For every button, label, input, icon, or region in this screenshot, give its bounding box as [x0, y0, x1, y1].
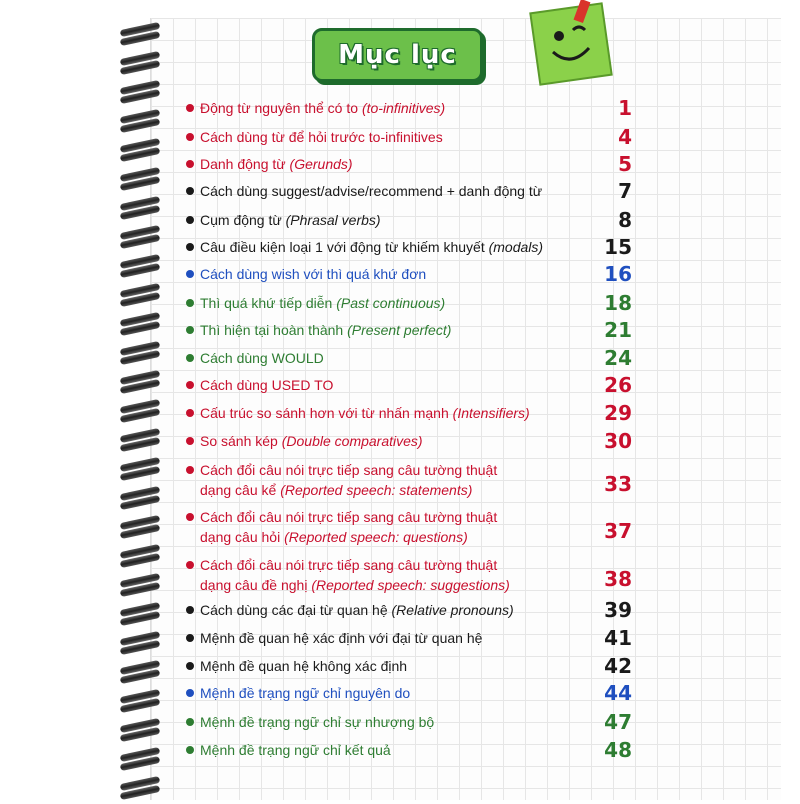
toc-item-text: Cụm động từ	[200, 212, 282, 228]
toc-item-note: (Gerunds)	[289, 156, 353, 172]
smiley-sticker-icon	[525, 0, 655, 100]
toc-item-label	[200, 181, 542, 201]
bullet-icon	[186, 466, 194, 474]
toc-item-label	[200, 431, 423, 451]
toc-item-text: Cách dùng USED TO	[200, 377, 334, 393]
toc-item[interactable]	[186, 600, 646, 620]
toc-item-label	[200, 210, 381, 230]
toc-item[interactable]	[186, 181, 646, 201]
toc-item[interactable]	[186, 210, 646, 230]
toc-item-label	[200, 264, 426, 284]
toc-item-note: (Relative pronouns)	[391, 602, 514, 618]
toc-item-label	[200, 712, 434, 732]
spiral-ring	[118, 426, 162, 456]
toc-item-text: Mệnh đề trạng ngữ chỉ kết quả	[200, 742, 391, 758]
toc-item-text: Mệnh đề trạng ngữ chỉ sự nhượng bộ	[200, 714, 435, 730]
toc-item[interactable]	[186, 656, 646, 676]
spiral-ring	[118, 281, 162, 311]
toc-page-number: 30	[604, 429, 632, 453]
toc-item-text: Động từ nguyên thể có to	[200, 100, 359, 116]
bullet-icon	[186, 718, 194, 726]
toc-page-number: 5	[618, 152, 632, 176]
toc-item-label	[200, 656, 407, 676]
bullet-icon	[186, 409, 194, 417]
spiral-ring	[118, 194, 162, 224]
spiral-binding	[118, 0, 162, 800]
toc-page-number: 44	[604, 681, 632, 705]
toc-item-label	[200, 98, 445, 118]
toc-item-label	[200, 507, 497, 547]
toc-item-note: (Phrasal verbs)	[285, 212, 381, 228]
toc-item-note: (to-infinitives)	[361, 100, 446, 116]
toc-item[interactable]	[186, 320, 646, 340]
spiral-ring	[118, 49, 162, 79]
toc-item-text: Cách dùng suggest/advise/recommend + danh động từ	[200, 183, 543, 199]
toc-item-text: Câu điều kiện loại 1 với động từ khiếm khuyết	[200, 239, 485, 255]
spiral-ring	[118, 542, 162, 572]
page-title: Mục lục	[338, 40, 457, 70]
toc-item-note: (Past continuous)	[336, 295, 446, 311]
spiral-ring	[118, 252, 162, 282]
toc-item[interactable]	[186, 264, 646, 284]
bullet-icon	[186, 270, 194, 278]
toc-page-number: 26	[604, 373, 632, 397]
spiral-ring	[118, 745, 162, 775]
toc-item-note: (Intensifiers)	[452, 405, 530, 421]
toc-page-number: 21	[604, 318, 632, 342]
toc-item-note: (Reported speech: suggestions)	[311, 577, 510, 593]
toc-item-label	[200, 600, 514, 620]
toc-item-text: Thì quá khứ tiếp diễn	[200, 295, 333, 311]
toc-page-number: 8	[618, 208, 632, 232]
bullet-icon	[186, 104, 194, 112]
spiral-ring	[118, 165, 162, 195]
toc-page-number: 39	[604, 598, 632, 622]
toc-item-text: Cách đổi câu nói trực tiếp sang câu tường thuật	[200, 557, 498, 573]
toc-page-number: 18	[604, 291, 632, 315]
spiral-ring	[118, 368, 162, 398]
toc-page-number: 41	[604, 626, 632, 650]
spiral-ring	[118, 136, 162, 166]
toc-item-label	[200, 320, 451, 340]
spiral-ring	[118, 455, 162, 485]
toc-item[interactable]	[186, 127, 646, 147]
toc-item-text-line2: dạng câu hỏi	[200, 529, 281, 545]
toc-item-text: Cách đổi câu nói trực tiếp sang câu tường thuật	[200, 509, 498, 525]
toc-item[interactable]	[186, 348, 646, 368]
toc-item[interactable]	[186, 712, 646, 732]
bullet-icon	[186, 243, 194, 251]
spiral-ring	[118, 716, 162, 746]
spiral-ring	[118, 310, 162, 340]
toc-page-number: 47	[604, 710, 632, 734]
toc-item-label	[200, 154, 353, 174]
toc-item[interactable]	[186, 98, 646, 118]
toc-item-label	[200, 403, 530, 423]
spiral-ring	[118, 629, 162, 659]
toc-page-number: 4	[618, 125, 632, 149]
toc-item-note: (Reported speech: questions)	[284, 529, 468, 545]
toc-item-label	[200, 628, 482, 648]
toc-page-number: 16	[604, 262, 632, 286]
bullet-icon	[186, 160, 194, 168]
spiral-ring	[118, 20, 162, 50]
bullet-icon	[186, 326, 194, 334]
toc-page-number: 7	[618, 179, 632, 203]
toc-item-text: Cách đổi câu nói trực tiếp sang câu tường thuật	[200, 462, 498, 478]
spiral-ring	[118, 223, 162, 253]
toc-item[interactable]	[186, 740, 646, 760]
toc-page-number: 48	[604, 738, 632, 762]
toc-item-text: Cách dùng WOULD	[200, 350, 324, 366]
toc-item-text: Danh động từ	[200, 156, 286, 172]
spiral-ring	[118, 687, 162, 717]
toc-item[interactable]	[186, 375, 646, 395]
bullet-icon	[186, 354, 194, 362]
toc-item[interactable]	[186, 293, 646, 313]
toc-item-label	[200, 375, 333, 395]
toc-item-label	[200, 683, 410, 703]
toc-page-number: 37	[604, 519, 632, 543]
toc-item[interactable]	[186, 154, 646, 174]
toc-item[interactable]	[186, 460, 646, 500]
bullet-icon	[186, 561, 194, 569]
spiral-ring	[118, 658, 162, 688]
bullet-icon	[186, 746, 194, 754]
spiral-ring	[118, 571, 162, 601]
spiral-ring	[118, 600, 162, 630]
toc-item-text-line2: dạng câu kể	[200, 482, 277, 498]
toc-item-note: (modals)	[488, 239, 544, 255]
bullet-icon	[186, 513, 194, 521]
bullet-icon	[186, 299, 194, 307]
toc-item[interactable]	[186, 403, 646, 423]
toc-item-text: Cách dùng các đại từ quan hệ	[200, 602, 388, 618]
toc-item[interactable]	[186, 555, 646, 595]
spiral-ring	[118, 397, 162, 427]
toc-page-number: 29	[604, 401, 632, 425]
toc-item-label	[200, 460, 497, 500]
toc-item-text: So sánh kép	[200, 433, 278, 449]
toc-item-text: Mệnh đề quan hệ không xác định	[200, 658, 408, 674]
toc-page-number: 42	[604, 654, 632, 678]
toc-item[interactable]	[186, 507, 646, 547]
toc-item-note: (Reported speech: statements)	[280, 482, 473, 498]
toc-item[interactable]	[186, 683, 646, 703]
toc-page-number: 33	[604, 472, 632, 496]
toc-item-text: Cấu trúc so sánh hơn với từ nhấn mạnh	[200, 405, 449, 421]
toc-item[interactable]	[186, 237, 646, 257]
toc-item-text: Mệnh đề quan hệ xác định với đại từ quan hệ	[200, 630, 483, 646]
toc-item-note: (Double comparatives)	[281, 433, 423, 449]
toc-item-text: Cách dùng wish với thì quá khứ đơn	[200, 266, 427, 282]
toc-item-text: Cách dùng từ để hỏi trước to-infinitives	[200, 129, 443, 145]
toc-item-text-line2: dạng câu đề nghị	[200, 577, 308, 593]
toc-item-label	[200, 740, 391, 760]
bullet-icon	[186, 634, 194, 642]
toc-item-text: Thì hiện tại hoàn thành	[200, 322, 344, 338]
bullet-icon	[186, 437, 194, 445]
bullet-icon	[186, 133, 194, 141]
toc-page-number: 1	[618, 96, 632, 120]
toc-page-number: 38	[604, 567, 632, 591]
toc-item-text: Mệnh đề trạng ngữ chỉ nguyên do	[200, 685, 411, 701]
bullet-icon	[186, 689, 194, 697]
bullet-icon	[186, 606, 194, 614]
toc-item[interactable]	[186, 628, 646, 648]
spiral-ring	[118, 78, 162, 108]
toc-item-label	[200, 237, 543, 257]
toc-page-number: 24	[604, 346, 632, 370]
bullet-icon	[186, 381, 194, 389]
toc-item-label	[200, 555, 510, 595]
spiral-ring	[118, 484, 162, 514]
toc-item-note: (Present perfect)	[347, 322, 452, 338]
toc-item-label	[200, 348, 324, 368]
toc-item-label	[200, 127, 443, 147]
bullet-icon	[186, 216, 194, 224]
toc-page-number: 15	[604, 235, 632, 259]
spiral-ring	[118, 513, 162, 543]
title-banner	[312, 28, 483, 82]
bullet-icon	[186, 187, 194, 195]
spiral-ring	[118, 107, 162, 137]
bullet-icon	[186, 662, 194, 670]
toc-item[interactable]	[186, 431, 646, 451]
spiral-ring	[118, 339, 162, 369]
toc-item-label	[200, 293, 445, 313]
